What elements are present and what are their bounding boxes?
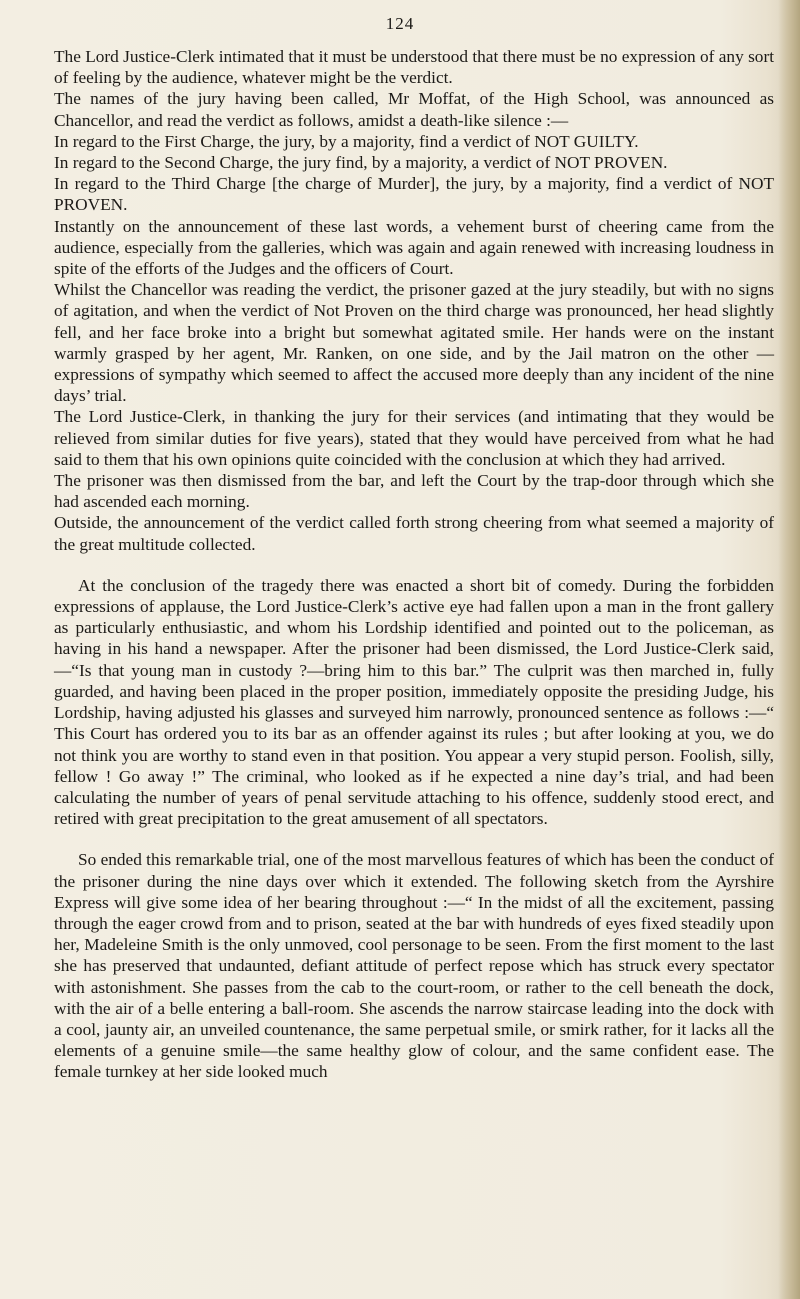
paragraph: Outside, the announcement of the verdict called forth strong cheering from what seemed a majority of the great multitude collected. — [54, 513, 774, 554]
paragraph: The names of the jury having been called, Mr Moffat, of the High School, was announced as Chancellor, and read the verdict as follows, amidst a death-like silence :— — [54, 89, 774, 130]
page-edge-shadow — [778, 0, 800, 1299]
paragraph: So ended this remarkable trial, one of the most marvellous features of which has been the conduct of the prisoner during the nine days over which it extended. The following sketch from the Ayrshire Express will give some idea of her bearing throughout :—“ In the midst of all the excitement, passing through the eager crowd from and to prison, seated at the bar with hundreds of eyes fixed steadily upon her, Madeleine Smith is the only unmoved, cool personage to be seen. From the first moment to the last she has preserved that undaunted, defiant attitude of perfect repose which has struck every spectator with astonishment. She passes from the cab to the court-room, or rather to the cell beneath the dock, with the air of a belle entering a ball-room. She ascends the narrow staircase leading into the dock with a cool, jaunty air, an unveiled countenance, the same perpetual smile, or smirk rather, for it lacks all the elements of a genuine smile—the same healthy glow of colour, and the same confident ease. The female turnkey at her side looked much — [54, 850, 774, 1082]
page-number: 124 — [385, 14, 415, 33]
paragraph: In regard to the Second Charge, the jury find, by a majority, a verdict of NOT PROVEN. — [54, 153, 668, 173]
paragraph: In regard to the Third Charge [the charge of Murder], the jury, by a majority, find a verdict of NOT PROVEN. — [54, 174, 774, 215]
paragraph: Whilst the Chancellor was reading the verdict, the prisoner gazed at the jury steadily, but with no signs of agitation, and when the verdict of Not Proven on the third charge was pronounced, her head slightly fell, and her face broke into a bright but somewhat agitated smile. Her hands were on the instant warmly grasped by her agent, Mr. Ranken, on one side, and by the Jail matron on the other —expressions of sympathy which seemed to affect the accused more deeply than any incident of the nine days’ trial. — [54, 280, 774, 406]
paragraph: In regard to the First Charge, the jury, by a majority, find a verdict of NOT GUILTY. — [54, 131, 639, 151]
section-break — [54, 829, 774, 849]
paragraph: The prisoner was then dismissed from the bar, and left the Court by the trap-door through which she had ascended each morning. — [54, 471, 774, 512]
paragraph: The Lord Justice-Clerk intimated that it must be understood that there must be no expression of any sort of feeling by the audience, whatever might be the verdict. — [54, 47, 774, 88]
paragraph: Instantly on the announcement of these last words, a vehement burst of cheering came from the audience, especially from the galleries, which was again and again renewed with increasing loudness in spite of the efforts of the Judges and the officers of Court. — [54, 216, 774, 279]
paragraph: At the conclusion of the tragedy there was enacted a short bit of comedy. During the forbidden expressions of applause, the Lord Justice-Clerk’s active eye had fallen upon a man in the front gallery as particularly enthusiastic, and whom his Lordship identified and pointed out to the policeman, as having in his hand a newspaper. After the prisoner had been dismissed, the Lord Justice-Clerk said,—“Is that young man in custody ?—bring him to this bar.” The culprit was then marched in, fully guarded, and having been placed in the proper position, immediately opposite the presiding Judge, his Lordship, having adjusted his glasses and surveyed him narrowly, pronounced sentence as follows :—“ This Court has ordered you to its bar as an offender against its rules ; but after looking at you, we do not think you are worthy to stand even in that position. You appear a very stupid person. Foolish, silly, fellow ! Go away !” The criminal, who looked as if he expected a nine day’s trial, and had been calculating the number of years of penal servitude attaching to his offence, suddenly stood erect, and retired with great precipitation to the great amusement of all spectators. — [54, 575, 774, 829]
body-text — [54, 46, 774, 1083]
paragraph: The Lord Justice-Clerk, in thanking the jury for their services (and intimating that they would be relieved from similar duties for five years), stated that they would have perceived from what he had said to them that his own opinions quite coincided with the conclusion at which they had arrived. — [54, 407, 774, 469]
section-break — [54, 555, 774, 575]
